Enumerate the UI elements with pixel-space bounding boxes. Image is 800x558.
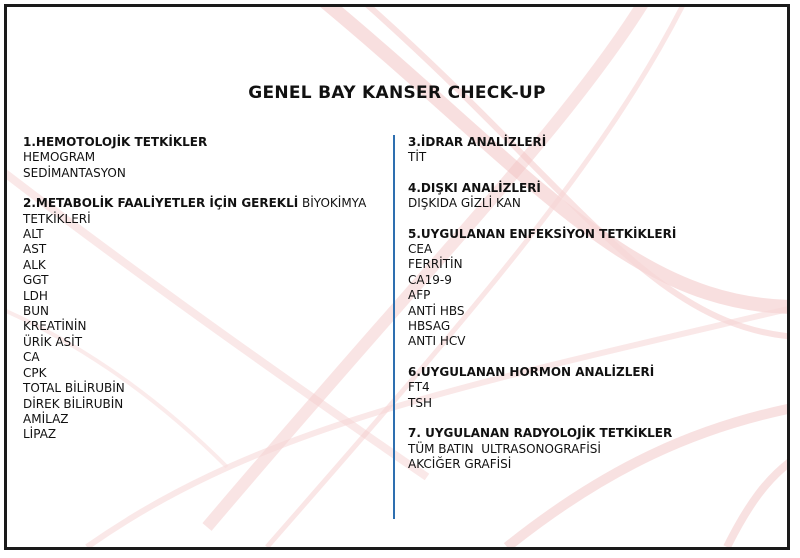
left-column [23,135,383,458]
section-heading [408,181,778,196]
section-heading [23,135,383,150]
section-heading-text: 2.METABOLİK FAALİYETLER İÇİN GEREKLİ [23,196,299,211]
section-heading-text: 3.İDRAR ANALİZLERİ [408,135,547,149]
document-frame [4,4,790,550]
test-item: TÜM BATIN ULTRASONOGRAFİSİ [408,441,601,456]
section-heading-text: 1.HEMOTOLOJİK TETKİKLER [23,135,208,149]
test-item: ANTİ HBS [408,303,465,318]
test-item: ALK [23,257,46,272]
section-heading [408,426,778,441]
test-item: TİT [408,150,427,165]
section-heading [23,196,383,227]
test-item: ANTI HCV [408,334,466,349]
test-item: LDH [23,288,48,303]
test-item: AKCİĞER GRAFİSİ [408,456,512,471]
section-heading [408,135,778,150]
section-heading [408,365,778,380]
test-item: TOTAL BİLİRUBİN [23,381,125,396]
test-item: DIŞKIDA GİZLİ KAN [408,196,521,211]
section-heading-text: 5.UYGULANAN ENFEKSİYON TETKİKLERİ [408,226,677,241]
test-item: DİREK BİLİRUBİN [23,396,124,411]
section-heading [408,227,778,242]
test-item: AFP [408,288,431,303]
right-column [408,135,778,487]
test-item: CEA [408,242,433,257]
test-item: CA19-9 [408,272,452,287]
test-item: GGT [23,273,49,288]
test-item: ALT [23,227,44,242]
test-item: BUN [23,304,49,319]
test-item: AST [23,242,47,257]
test-section [408,426,778,472]
test-item: FERRİTİN [408,257,463,272]
section-heading-text: 6.UYGULANAN HORMON ANALİZLERİ [408,364,655,379]
section-heading-text: 4.DIŞKI ANALİZLERİ [408,180,541,195]
test-item: HBSAG [408,319,451,334]
test-section [408,227,778,350]
test-section [408,181,778,212]
section-heading-continuation: BİYOKİMYA TETKİKLERİ [23,196,367,226]
test-item: AMİLAZ [23,411,69,426]
section-heading-text: 7. UYGULANAN RADYOLOJİK TETKİKLER [408,426,673,441]
test-section [23,135,383,181]
test-item: KREATİNİN [23,319,87,334]
test-item: TSH [408,395,432,410]
column-divider [393,135,395,519]
page-title: GENEL BAY KANSER CHECK-UP [248,83,546,103]
test-item: LİPAZ [23,427,57,442]
test-item: HEMOGRAM [23,150,96,165]
test-item: CPK [23,365,47,380]
test-item: FT4 [408,380,430,395]
test-section [408,365,778,411]
test-section [408,135,778,166]
test-item: SEDİMANTASYON [23,165,126,180]
test-section [23,196,383,443]
test-item: CA [23,350,40,365]
test-item: ÜRİK ASİT [23,334,83,349]
